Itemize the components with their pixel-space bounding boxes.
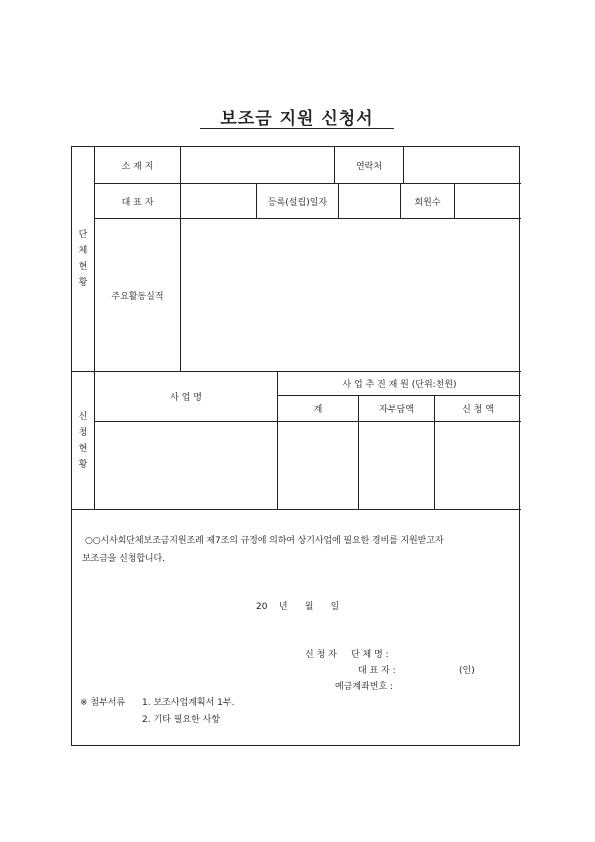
section2-bottom-divider xyxy=(72,509,521,510)
applicant-label: 신 청 자 xyxy=(305,650,337,660)
declaration-line-1: ○○시사회단체보조금지원조례 제7조의 규정에 의하여 상기사업에 필요한 경비를 지원받고자 xyxy=(85,536,444,546)
seal-mark: (인) xyxy=(459,666,475,676)
col-requested-label: 신 청 액 xyxy=(462,405,494,415)
registration-date-field[interactable] xyxy=(339,184,400,218)
col-total-label: 계 xyxy=(313,405,323,415)
main-activities-label: 주요활동실적 xyxy=(111,291,164,302)
application-form xyxy=(71,146,520,746)
project-name-label: 사 업 명 xyxy=(170,393,202,403)
attachment-item-2: 2. 기타 필요한 사항 xyxy=(142,715,221,725)
representative-field[interactable] xyxy=(181,184,256,218)
group-status-side-label: 단 체 현 황 xyxy=(78,230,88,288)
group-name-label: 단 체 명 : xyxy=(351,650,389,660)
attachment-item-1: 1. 보조사업계획서 1부. xyxy=(142,698,235,708)
signature-representative-label: 대 표 자 : xyxy=(358,666,396,676)
representative-label: 대 표 자 xyxy=(121,197,154,208)
project-name-field[interactable] xyxy=(95,422,277,509)
requested-amount-field[interactable] xyxy=(435,422,521,509)
funding-header: 사 업 추 진 재 원 (단위:천원) xyxy=(342,380,457,390)
selfpay-amount-field[interactable] xyxy=(359,422,434,509)
account-number-label: 예금계좌번호 : xyxy=(335,682,394,692)
total-amount-field[interactable] xyxy=(278,422,358,509)
application-status-side-label: 신 청 현 황 xyxy=(78,411,88,470)
location-field[interactable] xyxy=(181,147,334,183)
attachments-label: ※ 첨부서류 xyxy=(80,698,126,708)
main-activities-field[interactable] xyxy=(181,219,521,371)
declaration-text xyxy=(82,532,514,568)
location-label: 소 재 지 xyxy=(121,161,154,172)
members-field[interactable] xyxy=(455,184,521,218)
contact-field[interactable] xyxy=(404,147,521,183)
declaration-line-2: 보조금을 신청합니다. xyxy=(82,554,165,564)
members-label: 회원수 xyxy=(414,197,441,208)
date-line: 20 년 월 일 xyxy=(256,602,340,612)
contact-label: 연락처 xyxy=(355,161,383,172)
col-selfpay-label: 자부담액 xyxy=(379,405,414,415)
form-title: 보조금 지원 신청서 xyxy=(200,104,394,129)
registration-date-label: 등록(설립)일자 xyxy=(267,197,328,208)
